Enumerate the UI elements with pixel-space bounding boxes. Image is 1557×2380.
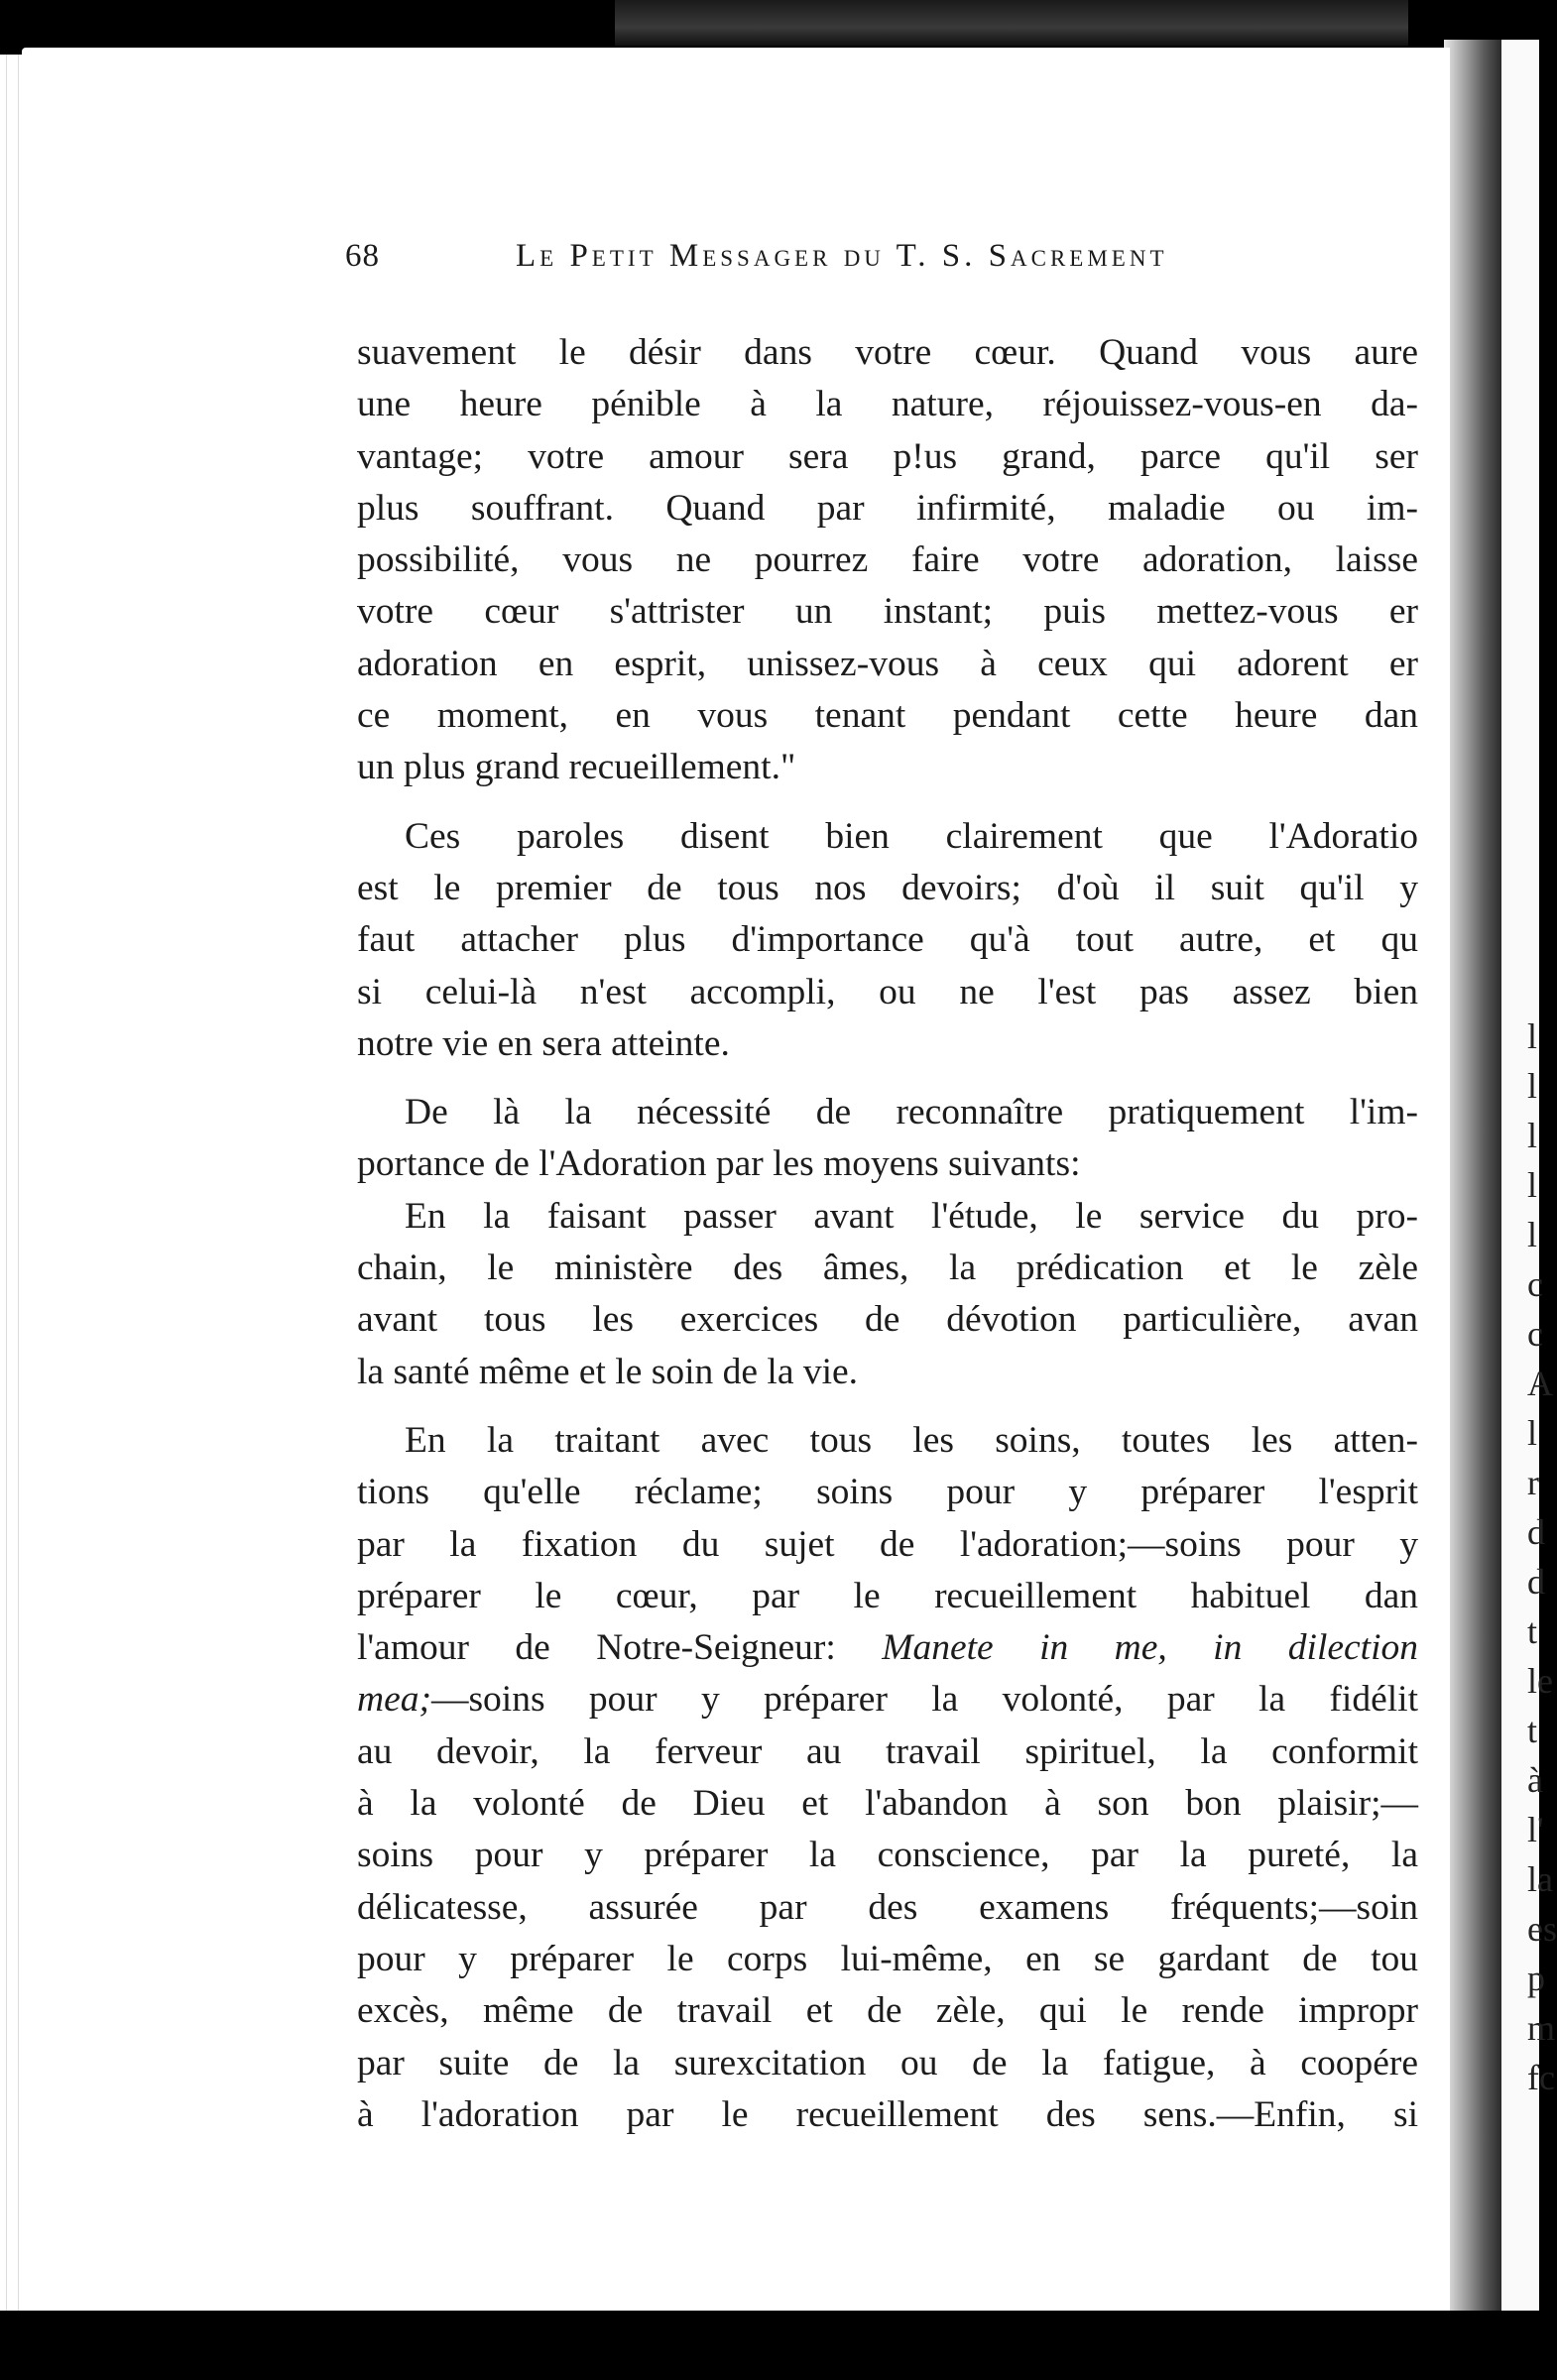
adjacent-letter: d [1527,1512,1545,1552]
text-line: votre cœur s'attrister un instant; puis mettez-vous er [357,591,1418,633]
text-line: En la traitant avec tous les soins, toutes les atten- [405,1419,1418,1461]
paragraph-5 [357,1415,1418,1467]
adjacent-letter: c [1527,1314,1543,1354]
text-line: faut attacher plus d'importance qu'à tout autre, et qu [357,919,1418,961]
book-gutter-shadow [1444,40,1501,2311]
page-number: 68 [345,238,380,274]
adjacent-page-text [1527,1012,1557,2152]
text-line: excès, même de travail et de zèle, qui le rende impropr [357,1990,1418,2032]
paragraph-2-cont [357,863,1418,1070]
text-line: à la volonté de Dieu et l'abandon à son bon plaisir;— [357,1783,1418,1825]
adjacent-letter: m [1527,2008,1556,2048]
text-segment: —soins pour y préparer la volonté, par la fidélit [430,1679,1418,1721]
adjacent-letter: à [1527,1760,1543,1800]
adjacent-letter: d [1527,1562,1545,1602]
text-line: tions qu'elle réclame; soins pour y préparer l'esprit [357,1472,1418,1513]
bottom-scan-border [0,2311,1539,2380]
text-line: soins pour y préparer la conscience, par la pureté, la [357,1835,1418,1876]
body-text [357,327,1418,2141]
adjacent-letter: l [1527,1016,1538,1056]
text-line: par la fixation du sujet de l'adoration;—soins pour y [357,1523,1418,1565]
text-line: la santé même et le soin de la vie. [357,1351,859,1392]
text-line: préparer le cœur, par le recueillement habituel dan [357,1575,1418,1616]
adjacent-letter: p [1527,1959,1545,1998]
adjacent-letter: es [1527,1909,1557,1949]
adjacent-letter: l [1527,1165,1538,1205]
adjacent-letter: l' [1527,1810,1544,1849]
adjacent-letter: l [1527,1116,1538,1155]
text-line: une heure pénible à la nature, réjouissez-vous-en da- [357,384,1418,425]
paragraph-1 [357,327,1418,794]
adjacent-letter: r [1527,1463,1539,1502]
text-line: délicatesse, assurée par des examens fréquents;—soin [357,1886,1418,1928]
text-line: En la faisant passer avant l'étude, le service du pro- [405,1195,1418,1237]
paragraph-2 [357,811,1418,863]
adjacent-letter: l [1527,1066,1538,1106]
paragraph-5-cont [357,1467,1418,2141]
adjacent-letter: fc [1527,2058,1555,2097]
text-line: possibilité, vous ne pourrez faire votre adoration, laisse [357,539,1418,581]
text-line: chain, le ministère des âmes, la prédication et le zèle [357,1248,1418,1289]
paragraph-4-cont [357,1243,1418,1398]
adjacent-letter: t [1527,1711,1538,1750]
text-line: De là la nécessité de reconnaître pratiquement l'im- [405,1092,1418,1133]
text-line: suavement le désir dans votre cœur. Quand vous aure [357,332,1418,373]
adjacent-letter: la [1527,1859,1553,1899]
adjacent-letter: l [1527,1215,1538,1254]
text-line-with-italic [357,1674,1418,1726]
text-line: plus souffrant. Quand par infirmité, maladie ou im- [357,487,1418,529]
italic-latin-phrase: Manete in me, in dilection [882,1627,1418,1669]
text-line: Ces paroles disent bien clairement que l'Adoratio [405,815,1418,857]
text-line: portance de l'Adoration par les moyens suivants: [357,1143,1081,1185]
text-line: adoration en esprit, unissez-vous à ceux qui adorent er [357,643,1418,684]
paragraph-3 [357,1087,1418,1138]
text-line: notre vie en sera atteinte. [357,1022,730,1064]
text-line: ce moment, en vous tenant pendant cette heure dan [357,695,1418,737]
text-line: vantage; votre amour sera p!us grand, parce qu'il ser [357,435,1418,477]
paragraph-3-cont [357,1138,1418,1190]
adjacent-letter: l [1527,1413,1538,1453]
adjacent-letter: le [1527,1661,1553,1701]
adjacent-letter: c [1527,1264,1543,1304]
text-line: au devoir, la ferveur au travail spirituel, la conformit [357,1730,1418,1772]
text-line: pour y préparer le corps lui-même, en se gardant de tou [357,1938,1418,1979]
torn-top-edge [615,0,1408,46]
italic-latin-phrase-cont: mea; [357,1679,431,1721]
text-line: est le premier de tous nos devoirs; d'où il suit qu'il y [357,867,1418,908]
paragraph-4 [357,1191,1418,1243]
running-head: Le Petit Messager du T. S. Sacrement [516,238,1168,274]
text-line: à l'adoration par le recueillement des sens.—Enfin, si [357,2093,1418,2135]
text-line: avant tous les exercices de dévotion particulière, avan [357,1299,1418,1341]
text-line: par suite de la surexcitation ou de la fatigue, à coopére [357,2042,1418,2083]
text-line: un plus grand recueillement." [357,747,796,788]
text-line: si celui-là n'est accompli, ou ne l'est pas assez bien [357,971,1418,1012]
text-line-with-italic [357,1622,1418,1674]
text-segment: l'amour de Notre-Seigneur: [357,1627,836,1669]
adjacent-letter: A [1527,1364,1553,1403]
adjacent-letter: t [1527,1611,1538,1651]
page-header [345,238,1337,288]
